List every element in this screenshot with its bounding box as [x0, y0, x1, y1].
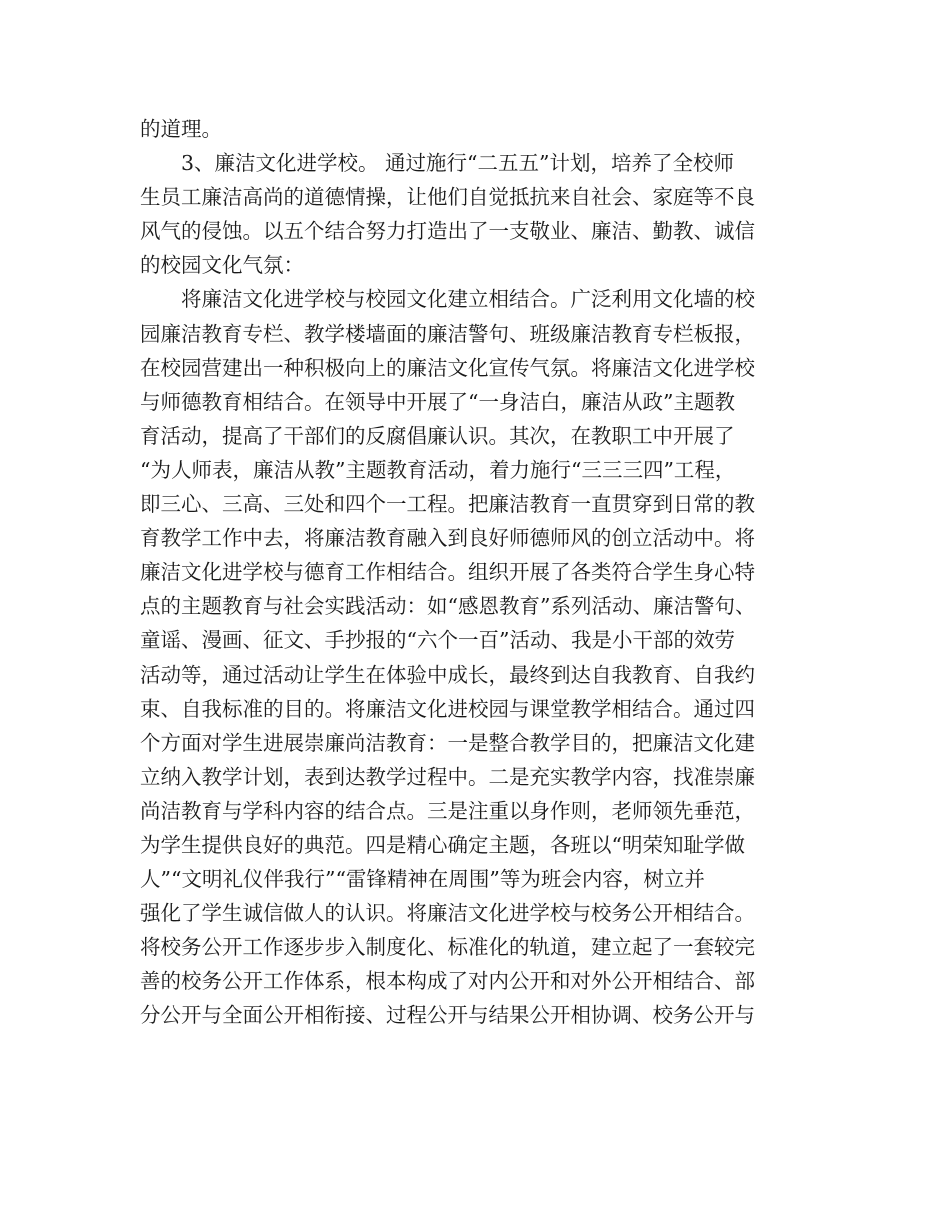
- text-line: 善的校务公开工作体系，根本构成了对内公开和对外公开相结合、部: [140, 969, 755, 994]
- text-line: 与师德教育相结合。在领导中开展了“一身洁白，廉洁从政”主题教: [140, 389, 735, 414]
- text-line: 即三心、三高、三处和四个一工程。把廉洁教育一直贯穿到日常的教: [140, 492, 755, 517]
- text-line: 育活动，提高了干部们的反腐倡廉认识。其次，在教职工中开展了: [140, 423, 735, 448]
- text-line: 的校园文化气氛：: [140, 253, 304, 278]
- text-line: 的道理。: [140, 117, 222, 141]
- text-line: 个方面对学生进展崇廉尚洁教育：一是整合教学目的，把廉洁文化建: [140, 730, 755, 755]
- text-line: 活动等，通过活动让学生在体验中成长，最终到达自我教育、自我约: [140, 662, 755, 687]
- text-line: 点的主题教育与社会实践活动：如“感恩教育”系列活动、廉洁警句、: [140, 594, 756, 619]
- text-line: 育教学工作中去，将廉洁教育融入到良好师德师风的创立活动中。将: [140, 526, 755, 551]
- text-line: 人”“文明礼仪伴我行”“雷锋精神在周围”等为班会内容，树立并: [140, 867, 705, 892]
- text-line: 园廉洁教育专栏、教学楼墙面的廉洁警句、班级廉洁教育专栏板报，: [140, 321, 755, 346]
- text-line: 尚洁教育与学科内容的结合点。三是注重以身作则，老师领先垂范，: [140, 798, 755, 823]
- text-line: 立纳入教学计划，表到达教学过程中。二是充实教学内容，找准崇廉: [140, 764, 755, 789]
- text-line: 3、廉洁文化进学校。 通过施行“二五五”计划，培养了全校师: [181, 151, 735, 176]
- text-line: 童谣、漫画、征文、手抄报的“六个一百”活动、我是小干部的效劳: [140, 628, 735, 653]
- text-line: 为学生提供良好的典范。四是精心确定主题，各班以“明荣知耻学做: [140, 832, 745, 857]
- text-line: 生员工廉洁高尚的道德情操，让他们自觉抵抗来自社会、家庭等不良: [140, 185, 755, 210]
- text-line: 束、自我标准的目的。将廉洁文化进校园与课堂教学相结合。通过四: [140, 696, 755, 721]
- text-line: 风气的侵蚀。以五个结合努力打造出了一支敬业、廉洁、勤教、诚信: [140, 219, 755, 244]
- text-line: 强化了学生诚信做人的认识。将廉洁文化进学校与校务公开相结合。: [140, 901, 755, 926]
- text-line: 在校园营建出一种积极向上的廉洁文化宣传气氛。将廉洁文化进学校: [140, 355, 755, 380]
- text-line: 廉洁文化进学校与德育工作相结合。组织开展了各类符合学生身心特: [140, 560, 755, 585]
- text-line: 将校务公开工作逐步步入制度化、标准化的轨道，建立起了一套较完: [140, 935, 755, 960]
- text-line: 分公开与全面公开相衔接、过程公开与结果公开相协调、校务公开与: [140, 1003, 755, 1028]
- text-line: 将廉洁文化进学校与校园文化建立相结合。广泛利用文化墙的校: [181, 287, 755, 312]
- document-body: [140, 112, 820, 1033]
- text-line: “为人师表，廉洁从教”主题教育活动，着力施行“三三三四”工程，: [140, 457, 736, 482]
